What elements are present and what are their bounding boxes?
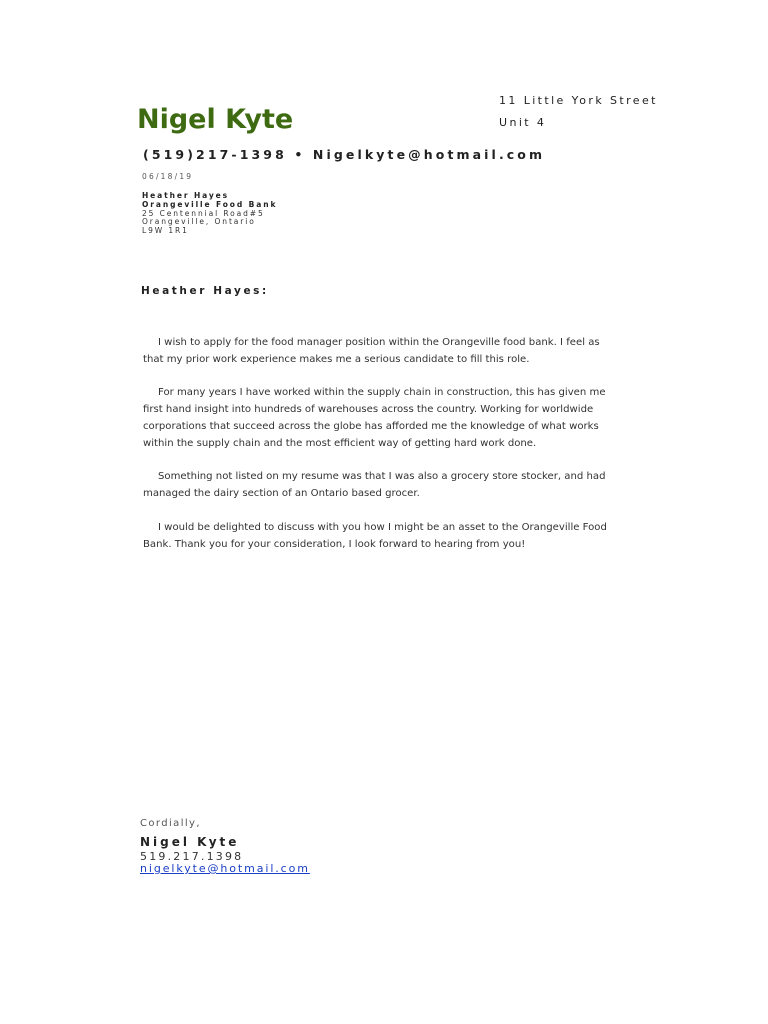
recipient-organization: Orangeville Food Bank	[142, 199, 278, 209]
signature-email-link[interactable]: nigelkyte@hotmail.com	[140, 862, 310, 875]
sender-address-line1: 11 Little York Street	[499, 94, 658, 107]
letter-body	[143, 335, 613, 570]
body-paragraph: I would be delighted to discuss with you how I might be an asset to the Orangeville Food Bank. Thank you for your consideration, I look forward to hearing from you!	[143, 521, 607, 550]
recipient-city: Orangeville, Ontario	[142, 217, 256, 227]
recipient-block	[142, 192, 277, 236]
sender-name-heading: Nigel Kyte	[137, 104, 294, 135]
sender-contact-line: (519)217-1398 • Nigelkyte@hotmail.com	[143, 147, 546, 162]
signature-name: Nigel Kyte	[140, 835, 240, 849]
salutation: Heather Hayes:	[141, 285, 269, 297]
body-paragraph: Something not listed on my resume was that I was also a grocery store stocker, and had managed the dairy section of an Ontario based grocer.	[143, 471, 606, 500]
letter-date: 06/18/19	[142, 172, 194, 181]
body-paragraph: I wish to apply for the food manager position within the Orangeville food bank. I feel as that my prior work experience makes me a serious candidate to fill this role.	[143, 337, 600, 365]
valediction: Cordially,	[140, 818, 201, 829]
recipient-name: Heather Hayes	[142, 191, 229, 200]
signature-phone: 519.217.1398	[140, 850, 244, 863]
recipient-street: 25 Centennial Road#5	[142, 208, 265, 218]
body-paragraph: For many years I have worked within the supply chain in construction, this has given me first hand insight into hundreds of warehouses across the country. Working for worldwide corporations that succeed across the globe has afforded me the knowledge of what works within the supply chain and the most efficient way of getting hard work done.	[143, 387, 606, 449]
recipient-postal: L9W 1R1	[142, 226, 189, 236]
sender-address-line2: Unit 4	[499, 116, 547, 129]
